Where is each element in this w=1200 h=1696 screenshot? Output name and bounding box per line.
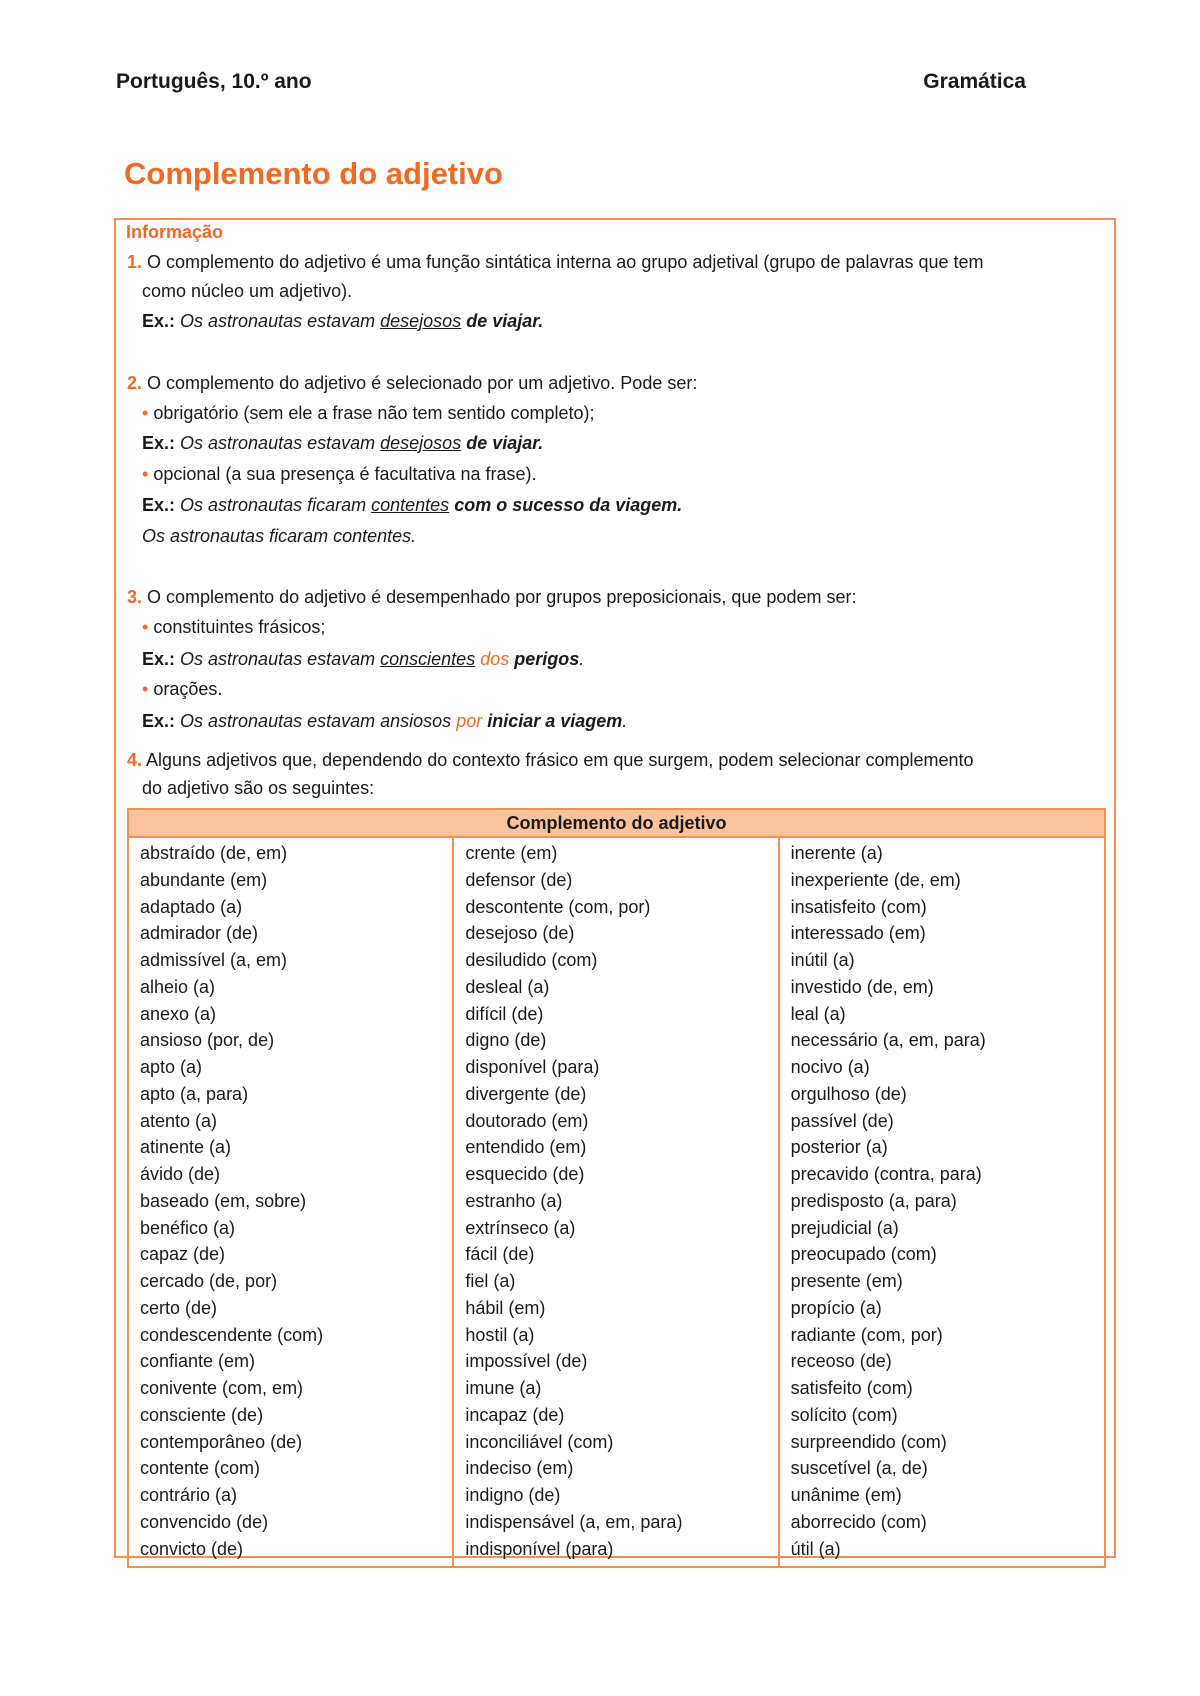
adjective-entry: solícito (com) <box>790 1404 898 1425</box>
adjective-entry: entendido (em) <box>465 1137 587 1158</box>
adjective-entry: passível (de) <box>790 1110 894 1131</box>
info-label: Informação <box>126 222 224 242</box>
adjective-entry: incapaz (de) <box>465 1404 565 1425</box>
point-3-example-2: Ex.: Os astronautas estavam ansiosos por iniciar a viagem. <box>142 711 628 731</box>
adjective-entry: interessado (em) <box>790 923 926 944</box>
adjective-entry: baseado (em, sobre) <box>140 1190 307 1211</box>
adjective-entry: indisponível (para) <box>465 1538 614 1559</box>
adjective-entry: atento (a) <box>140 1110 218 1131</box>
example-label: Ex.: <box>142 311 176 331</box>
example-text: Os astronautas estavam <box>180 649 376 669</box>
adjective-entry: condescendente (com) <box>140 1324 324 1345</box>
table-header: Complemento do adjetivo <box>128 809 1105 837</box>
adjective-entry: inexperiente (de, em) <box>790 869 961 890</box>
point-4-line-2: do adjetivo são os seguintes: <box>142 778 375 798</box>
example-preposition: por <box>456 711 483 731</box>
adjective-entry: indeciso (em) <box>465 1458 574 1479</box>
example-text: Os astronautas estavam <box>180 433 376 453</box>
example-label: Ex.: <box>142 711 176 731</box>
point-1-example <box>142 311 543 332</box>
point-3-line-1 <box>127 587 856 608</box>
course-label: Português, 10.º ano <box>116 70 312 93</box>
bullet-icon: • <box>142 679 149 699</box>
adjective-entry: benéfico (a) <box>140 1217 236 1238</box>
adjective-entry: apto (a, para) <box>140 1083 249 1104</box>
adjective-entry: inconciliável (com) <box>465 1431 614 1452</box>
point-1-text: O complemento do adjetivo é uma função sintática interna ao grupo adjetival (grupo de palavras que tem <box>147 252 984 272</box>
adjective-entry: apto (a) <box>140 1057 203 1077</box>
example-complement: iniciar a viagem <box>487 711 623 731</box>
adjective-entry: conivente (com, em) <box>140 1378 304 1398</box>
adjective-entry: abundante (em) <box>140 869 268 890</box>
adjective-entry: indispensável (a, em, para) <box>465 1511 683 1532</box>
adjective-entry: unânime (em) <box>790 1485 902 1505</box>
adjective-entry: admirador (de) <box>140 923 259 944</box>
adjective-entry: hostil (a) <box>465 1324 535 1345</box>
adjective-entry: estranho (a) <box>465 1190 563 1211</box>
adjective-entry: satisfeito (com) <box>790 1378 913 1398</box>
adjective-entry: ávido (de) <box>140 1164 221 1184</box>
point-3-number: 3. <box>127 587 143 607</box>
point-2-text: O complemento do adjetivo é selecionado por um adjetivo. Pode ser: <box>147 373 698 393</box>
example-complement: perigos <box>514 649 580 669</box>
adjective-entry: inútil (a) <box>790 950 855 970</box>
adjective-entry: ansioso (por, de) <box>140 1030 275 1051</box>
example-adjective: conscientes <box>380 649 476 669</box>
point-3-text: O complemento do adjetivo é desempenhado por grupos preposicionais, que podem ser: <box>147 587 857 607</box>
point-4-text: Alguns adjetivos que, dependendo do contexto frásico em que surgem, podem selecionar complemento <box>146 750 974 770</box>
adjective-entry: anexo (a) <box>140 1003 217 1024</box>
adjective-entry: abstraído (de, em) <box>140 843 288 863</box>
adjective-entry: fiel (a) <box>465 1271 516 1291</box>
bullet-text: orações. <box>153 679 223 699</box>
bullet-text: obrigatório (sem ele a frase não tem sentido completo); <box>153 403 595 423</box>
adjective-entry: desiludido (com) <box>465 950 598 970</box>
example-adjective: contentes <box>371 495 450 515</box>
adjective-entry: extrínseco (a) <box>465 1217 576 1238</box>
adjective-entry: aborrecido (com) <box>790 1511 927 1532</box>
adjective-entry: contemporâneo (de) <box>140 1431 303 1452</box>
point-2-example-2b: Os astronautas ficaram contentes. <box>142 526 417 546</box>
adjective-entry: difícil (de) <box>465 1003 544 1024</box>
table-column-2 <box>453 837 778 1567</box>
example-adjective: desejosos <box>380 311 462 331</box>
adjective-entry: admissível (a, em) <box>140 950 288 970</box>
example-complement: de viajar. <box>466 311 544 331</box>
point-2-bullet-2 <box>142 464 537 485</box>
adjective-entry: consciente (de) <box>140 1404 264 1425</box>
bullet-icon: • <box>142 464 149 484</box>
adjective-entry: impossível (de) <box>465 1351 588 1372</box>
adjective-entry: surpreendido (com) <box>790 1431 947 1452</box>
adjective-entry: disponível (para) <box>465 1057 600 1077</box>
point-1-line-2: como núcleo um adjetivo). <box>142 281 353 301</box>
adjective-entry: investido (de, em) <box>790 976 934 997</box>
adjective-entry: propício (a) <box>790 1297 882 1318</box>
adjective-entry: esquecido (de) <box>465 1164 585 1184</box>
adjective-entry: adaptado (a) <box>140 896 243 917</box>
example-preposition: dos <box>480 649 510 669</box>
adjective-entry: confiante (em) <box>140 1351 256 1372</box>
adjective-entry: suscetível (a, de) <box>790 1458 928 1479</box>
adjective-entry: contente (com) <box>140 1458 261 1479</box>
adjective-table <box>127 808 1106 1568</box>
adjective-entry: posterior (a) <box>790 1137 888 1158</box>
example-complement: de viajar. <box>466 433 544 453</box>
adjective-entry: leal (a) <box>790 1003 846 1024</box>
bullet-text: constituintes frásicos; <box>153 617 326 637</box>
example-text: Os astronautas estavam <box>180 311 376 331</box>
point-2-bullet-1 <box>142 403 595 424</box>
adjective-entry: orgulhoso (de) <box>790 1083 907 1104</box>
page-title: Complemento do adjetivo <box>124 156 503 191</box>
adjective-entry: fácil (de) <box>465 1244 535 1265</box>
point-2-line-1 <box>127 373 697 394</box>
bullet-icon: • <box>142 403 149 423</box>
example-complement: com o sucesso da viagem. <box>454 495 683 515</box>
adjective-entry: prejudicial (a) <box>790 1217 899 1238</box>
adjective-entry: capaz (de) <box>140 1244 226 1265</box>
adjective-entry: doutorado (em) <box>465 1110 589 1131</box>
example-adjective: desejosos <box>380 433 462 453</box>
adjective-entry: predisposto (a, para) <box>790 1190 957 1211</box>
adjective-entry: radiante (com, por) <box>790 1324 943 1345</box>
adjective-entry: presente (em) <box>790 1271 903 1291</box>
point-3-bullet-2 <box>142 679 222 700</box>
adjective-entry: precavido (contra, para) <box>790 1164 982 1184</box>
example-text: Os astronautas estavam ansiosos <box>180 711 452 731</box>
adjective-entry: digno (de) <box>465 1030 547 1051</box>
point-1-line-1 <box>127 252 984 273</box>
adjective-entry: desejoso (de) <box>465 923 575 944</box>
adjective-entry: alheio (a) <box>140 976 216 997</box>
adjective-entry: necessário (a, em, para) <box>790 1030 986 1051</box>
adjective-entry: defensor (de) <box>465 869 573 890</box>
point-3-example-1: Ex.: Os astronautas estavam conscientes dos perigos. <box>142 649 585 669</box>
adjective-entry: indigno (de) <box>465 1485 561 1505</box>
page-header <box>116 70 1026 98</box>
adjective-entry: convencido (de) <box>140 1511 269 1532</box>
adjective-entry: hábil (em) <box>465 1297 546 1318</box>
adjective-entry: nocivo (a) <box>790 1057 870 1077</box>
point-1-number: 1. <box>127 252 143 272</box>
point-4-line-1 <box>127 750 974 771</box>
adjective-entry: convicto (de) <box>140 1538 244 1559</box>
adjective-entry: preocupado (com) <box>790 1244 937 1265</box>
point-2-number: 2. <box>127 373 143 393</box>
adjective-entry: inerente (a) <box>790 843 883 863</box>
adjective-entry: cercado (de, por) <box>140 1271 278 1291</box>
example-text: Os astronautas ficaram <box>180 495 367 515</box>
adjective-entry: certo (de) <box>140 1297 218 1318</box>
adjective-entry: crente (em) <box>465 843 558 863</box>
point-4-number: 4. <box>127 750 143 770</box>
adjective-entry: atinente (a) <box>140 1137 232 1158</box>
example-label: Ex.: <box>142 649 176 669</box>
adjective-entry: receoso (de) <box>790 1351 892 1372</box>
table-column-3 <box>779 837 1105 1567</box>
adjective-entry: contrário (a) <box>140 1485 238 1505</box>
point-3-bullet-1 <box>142 617 325 638</box>
example-label: Ex.: <box>142 495 176 515</box>
table-column-1 <box>128 837 453 1567</box>
adjective-entry: útil (a) <box>790 1538 841 1559</box>
point-2-example-2 <box>142 495 682 516</box>
adjective-entry: imune (a) <box>465 1378 542 1398</box>
bullet-icon: • <box>142 617 149 637</box>
bullet-text: opcional (a sua presença é facultativa na frase). <box>153 464 537 484</box>
adjective-entry: desleal (a) <box>465 976 550 997</box>
example-label: Ex.: <box>142 433 176 453</box>
topic-label: Gramática <box>923 70 1026 93</box>
adjective-entry: divergente (de) <box>465 1083 587 1104</box>
point-2-example-1 <box>142 433 543 454</box>
adjective-entry: insatisfeito (com) <box>790 896 927 917</box>
adjective-entry: descontente (com, por) <box>465 896 651 917</box>
